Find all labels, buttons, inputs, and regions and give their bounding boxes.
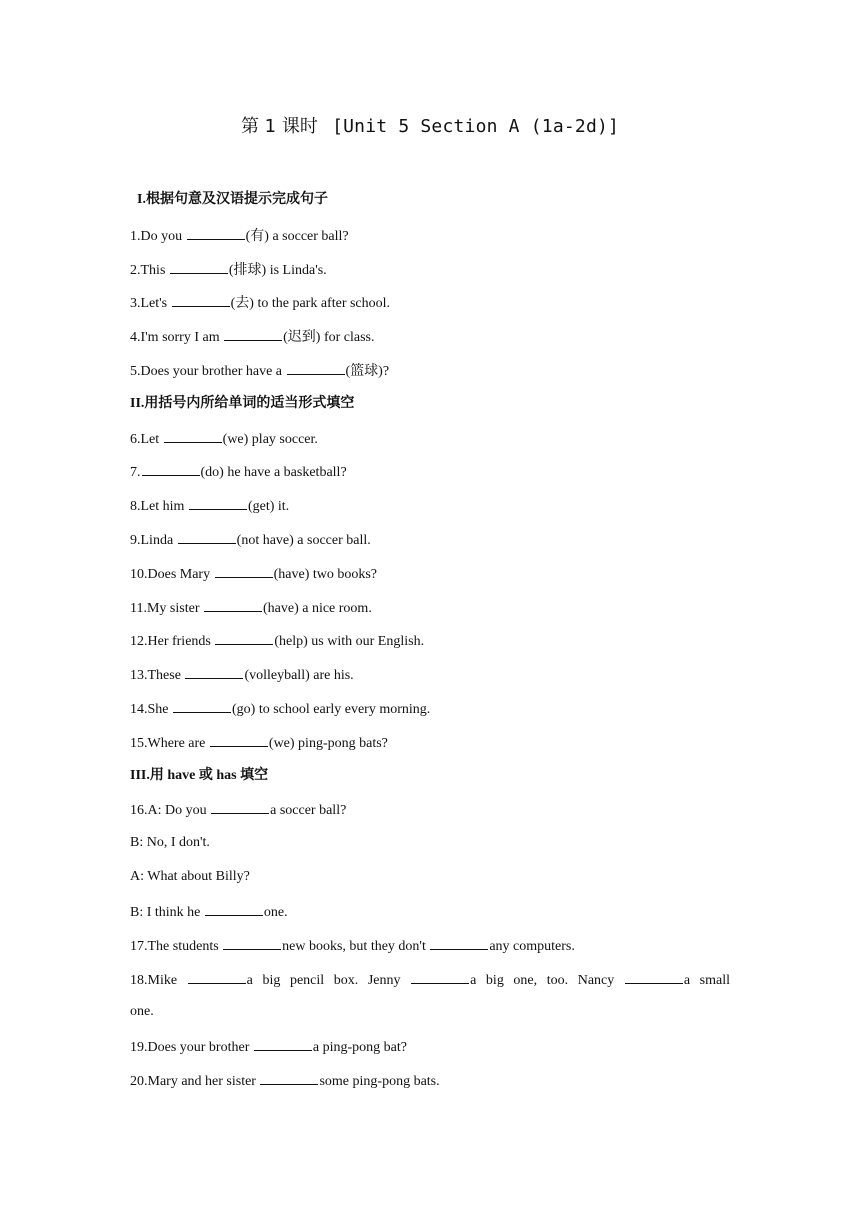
question-10: 10.Does Mary (have) two books? (130, 564, 377, 584)
question-16-line-2: B: No, I don't. (130, 835, 210, 850)
answer-blank[interactable] (170, 260, 228, 274)
answer-blank[interactable] (204, 598, 262, 612)
answer-blank[interactable] (625, 970, 683, 984)
question-15: 15.Where are (we) ping-pong bats? (130, 733, 388, 753)
question-19: 19.Does your brother a ping-pong bat? (130, 1037, 407, 1057)
question-8: 8.Let him (get) it. (130, 496, 289, 516)
question-7: 7. (do) he have a basketball? (130, 462, 347, 482)
question-9: 9.Linda (not have) a soccer ball. (130, 530, 371, 550)
section-heading-1: I.根据句意及汉语提示完成句子 (137, 192, 328, 207)
question-12: 12.Her friends (help) us with our English. (130, 631, 424, 651)
section-heading-3: III.用 have 或 has 填空 (130, 768, 269, 783)
page-title (0, 114, 860, 140)
answer-blank[interactable] (185, 665, 243, 679)
section-heading-2: II.用括号内所给单词的适当形式填空 (130, 396, 355, 411)
question-14: 14.She (go) to school early every morning. (130, 699, 430, 719)
question-18: 18.Mike a big pencil box. Jenny a big one, too. Nancy a small (130, 970, 730, 990)
answer-blank[interactable] (172, 293, 230, 307)
answer-blank[interactable] (211, 800, 269, 814)
answer-blank[interactable] (205, 902, 263, 916)
question-5: 5.Does your brother have a (篮球)? (130, 361, 389, 381)
answer-blank[interactable] (142, 462, 200, 476)
answer-blank[interactable] (254, 1037, 312, 1051)
answer-blank[interactable] (224, 327, 282, 341)
answer-blank[interactable] (287, 361, 345, 375)
answer-blank[interactable] (178, 530, 236, 544)
title-unit: [Unit 5 Section A (1a-2d)] (332, 116, 620, 137)
answer-blank[interactable] (173, 699, 231, 713)
question-1: 1.Do you (有) a soccer ball? (130, 226, 349, 246)
answer-blank[interactable] (215, 564, 273, 578)
question-17: 17.The students new books, but they don't any computers. (130, 936, 575, 956)
question-2: 2.This (排球) is Linda's. (130, 260, 327, 280)
question-11: 11.My sister (have) a nice room. (130, 598, 372, 618)
answer-blank[interactable] (223, 936, 281, 950)
answer-blank[interactable] (189, 496, 247, 510)
answer-blank[interactable] (188, 970, 246, 984)
question-16-line-1: 16.A: Do you a soccer ball? (130, 800, 346, 820)
answer-blank[interactable] (260, 1071, 318, 1085)
question-6: 6.Let (we) play soccer. (130, 429, 318, 449)
question-18-continued: one. (130, 1004, 154, 1019)
question-4: 4.I'm sorry I am (迟到) for class. (130, 327, 375, 347)
question-16-line-3: A: What about Billy? (130, 869, 250, 884)
title-lesson: 第 1 课时 (240, 116, 318, 137)
answer-blank[interactable] (210, 733, 268, 747)
answer-blank[interactable] (215, 631, 273, 645)
answer-blank[interactable] (164, 429, 222, 443)
question-3: 3.Let's (去) to the park after school. (130, 293, 390, 313)
question-20: 20.Mary and her sister some ping-pong bats. (130, 1071, 440, 1091)
answer-blank[interactable] (187, 226, 245, 240)
question-16-line-4: B: I think he one. (130, 902, 288, 922)
answer-blank[interactable] (430, 936, 488, 950)
question-13: 13.These (volleyball) are his. (130, 665, 354, 685)
answer-blank[interactable] (411, 970, 469, 984)
